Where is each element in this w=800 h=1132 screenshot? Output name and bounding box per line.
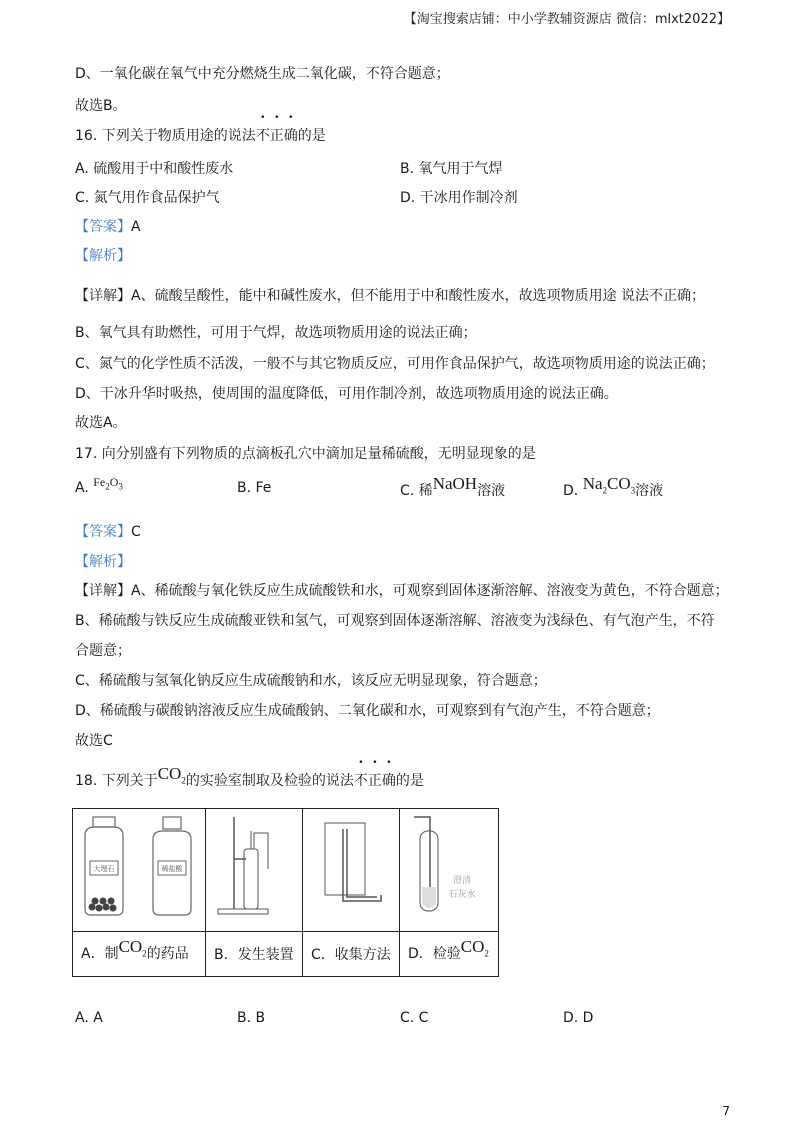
collection-cell <box>303 809 400 932</box>
bottle-label-marble: 大理石 <box>93 865 115 873</box>
q18-option-c: C. C <box>400 1010 429 1026</box>
q18-option-b: B. B <box>237 1010 266 1026</box>
limewater-label: 石灰水 <box>448 890 476 900</box>
limewater-test-illustration <box>400 809 498 927</box>
q17-option-d: D. $Na_2CO_3$溶液 <box>563 474 664 499</box>
reagent-bottles-cell <box>73 809 206 932</box>
answer-value: A <box>131 219 141 235</box>
conclusion-line: 故选C <box>75 733 113 749</box>
emphasis-char: 不 <box>255 128 270 144</box>
emphasis-char: 正 <box>269 128 284 144</box>
q17-detail-2: B、稀硫酸与铁反应生成硫酸亚铁和氢气，可观察到固体逐渐溶解、溶液变为浅绿色、有气泡产生，不符 <box>75 613 715 629</box>
q16-option-c: C. 氮气用作食品保护气 <box>75 190 220 206</box>
question-17-stem: 17. 向分别盛有下列物质的点滴板孔穴中滴加足量稀硫酸，无明显现象的是 <box>75 446 536 462</box>
q16-detail-1 <box>75 285 705 305</box>
question-16-stem <box>75 125 326 145</box>
conclusion-line: 故选A。 <box>75 415 127 431</box>
reagent-bottles-illustration <box>73 809 205 927</box>
emphasis-char: 确 <box>283 128 298 144</box>
detail-tag: 【详解】 <box>75 288 131 304</box>
q16-answer <box>75 216 141 236</box>
naoh-formula: NaOH <box>432 474 478 493</box>
q17-detail-3: C、稀硫酸与氢氧化钠反应生成硫酸钠和水，该反应无明显现象，符合题意； <box>75 673 547 689</box>
q18-option-a: A. A <box>75 1010 103 1026</box>
co2-formula: $CO_2$ <box>460 937 489 959</box>
detail-tag: 【详解】 <box>75 583 131 599</box>
question-18-stem: 18. 下列关于$CO_2$的实验室制取及检验的说法不正确的是 <box>75 764 424 789</box>
question-16-text-end: 的是 <box>297 128 326 144</box>
na2co3-formula: $Na_2CO_3$ <box>582 474 636 496</box>
q16-option-a: A. 硫酸用于中和酸性废水 <box>75 161 234 177</box>
q16-detail-3: C、氮气的化学性质不活泼，一般不与其它物质反应，可用作食品保护气，故选项物质用途的说法正确； <box>75 356 715 372</box>
q16-detail-4: D、干冰升华时吸热，使周围的温度降低，可用作制冷剂，故选项物质用途的说法正确。 <box>75 386 618 402</box>
page-header: 【淘宝搜索店铺：中小学教辅资源店 微信：mlxt2022】 <box>403 12 730 27</box>
bottle-label-hcl: 稀盐酸 <box>161 865 183 873</box>
q17-option-a: A. $Fe_2O_3$ <box>75 475 123 496</box>
q17-detail-1 <box>75 580 729 600</box>
detail-text: A、稀硫酸与氧化铁反应生成硫酸铁和水，可观察到固体逐渐溶解、溶液变为黄色，不符合题意； <box>131 583 729 599</box>
co2-formula: $CO_2$ <box>118 937 147 959</box>
caption-a: A．制$CO_2$的药品 <box>73 932 206 977</box>
q16-detail-2: B、氧气具有助燃性，可用于气焊，故选项物质用途的说法正确； <box>75 325 477 341</box>
detail-text: A、硫酸呈酸性，能中和碱性废水，但不能用于中和酸性废水，故选项物质用途 说法不正确； <box>131 288 706 304</box>
answer-tag: 【答案】 <box>75 524 131 540</box>
caption-c: C．收集方法 <box>303 932 400 977</box>
generator-apparatus-illustration <box>206 809 302 927</box>
analysis-tag: 【解析】 <box>75 554 131 570</box>
emphasis-char: 不 <box>353 773 368 789</box>
caption-b: B．发生装置 <box>206 932 303 977</box>
collection-apparatus-illustration <box>303 809 399 927</box>
answer-value: C <box>131 524 141 540</box>
answer-tag: 【答案】 <box>75 219 131 235</box>
test-cell <box>400 809 499 932</box>
caption-d: D．检验$CO_2$ <box>400 932 499 977</box>
co2-formula: $CO_2$ <box>157 764 186 786</box>
q17-detail-4: D、稀硫酸与碳酸钠溶液反应生成硫酸钠、二氧化碳和水，可观察到有气泡产生，不符合题意； <box>75 703 660 719</box>
emphasis-char: 确 <box>381 773 396 789</box>
analysis-tag: 【解析】 <box>75 248 131 264</box>
q16-option-b: B. 氧气用于气焊 <box>400 161 503 177</box>
question-16-text: 16. 下列关于物质用途的说法 <box>75 128 256 144</box>
generator-cell <box>206 809 303 932</box>
emphasis-char: 正 <box>367 773 382 789</box>
conclusion-line: 故选B。 <box>75 98 127 114</box>
q17-answer <box>75 521 141 541</box>
limewater-label-clear: 澄清 <box>452 876 472 886</box>
q17-option-c: C. 稀NaOH溶液 <box>400 474 506 499</box>
q18-option-d: D. D <box>563 1010 594 1026</box>
analysis-line: D、一氧化碳在氧气中充分燃烧生成二氧化碳，不符合题意； <box>75 66 450 82</box>
q17-option-b: B. Fe <box>237 480 272 496</box>
experiment-figure-table <box>72 808 499 977</box>
q16-option-d: D. 干冰用作制冷剂 <box>400 190 518 206</box>
fe2o3-formula: $Fe_2O_3$ <box>93 475 123 492</box>
q17-detail-2b: 合题意； <box>75 643 131 659</box>
page-number: 7 <box>722 1104 730 1118</box>
